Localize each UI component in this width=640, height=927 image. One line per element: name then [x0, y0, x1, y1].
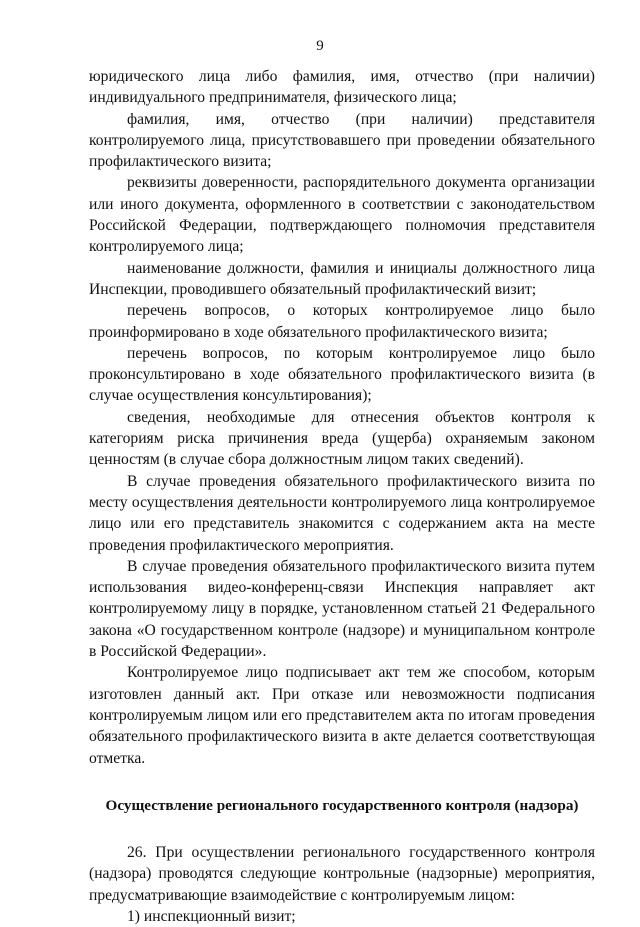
paragraph: юридического лица либо фамилия, имя, отчество (при наличии) индивидуального предпринимателя, физического лица;	[89, 68, 595, 107]
paragraph: Контролируемое лицо подписывает акт тем же способом, которым изготовлен данный акт. При отказе или невозможности подписания контролируемым лицом или его представителем акта по итогам проведения обязательного профилактического визита в акте делается соответствующая отметка.	[89, 664, 595, 767]
paragraph: сведения, необходимые для отнесения объектов контроля к категориям риска причинения вреда (ущерба) охраняемым законом ценностям (в случае сбора должностным лицом таких сведений).	[89, 408, 595, 469]
paragraph: В случае проведения обязательного профилактического визита по месту осуществления деятельности контролируемого лица контролируемое лицо или его представитель знакомится с содержанием акта на месте проведения профилактического мероприятия.	[89, 472, 595, 554]
paragraph: фамилия, имя, отчество (при наличии) представителя контролируемого лица, присутствовавшего при проведении обязательного профилактического визита;	[89, 110, 595, 171]
page-number: 9	[316, 38, 324, 54]
paragraph: перечень вопросов, о которых контролируемое лицо было проинформировано в ходе обязательного профилактического визита;	[89, 302, 595, 341]
document-body	[89, 66, 595, 927]
paragraph: реквизиты доверенности, распорядительного документа организации или иного документа, оформленного в соответствии с законодательством Российской Федерации, подтверждающего полномочия представителя контролируемого лица;	[89, 174, 595, 256]
paragraph: В случае проведения обязательного профилактического визита путем использования видео-конференц-связи Инспекция направляет акт контролируемому лицу в порядке, установленном статьей 21 Федерального закона «О государственном контроле (надзоре) и муниципальном контроле в Российской Федерации».	[89, 557, 595, 661]
section-heading: Осуществление регионального государственного контроля (надзора)	[105, 796, 579, 814]
paragraph: перечень вопросов, по которым контролируемое лицо было проконсультировано в ходе обязательного профилактического визита (в случае осуществления консультирования);	[89, 344, 595, 405]
list-item: 1) инспекционный визит;	[127, 907, 296, 925]
paragraph: 26. При осуществлении регионального государственного контроля (надзора) проводятся следующие контрольные (надзорные) мероприятия, предусматривающие взаимодействие с контролируемым лицом:	[89, 844, 595, 904]
paragraph: наименование должности, фамилия и инициалы должностного лица Инспекции, проводившего обязательный профилактический визит;	[89, 259, 595, 298]
